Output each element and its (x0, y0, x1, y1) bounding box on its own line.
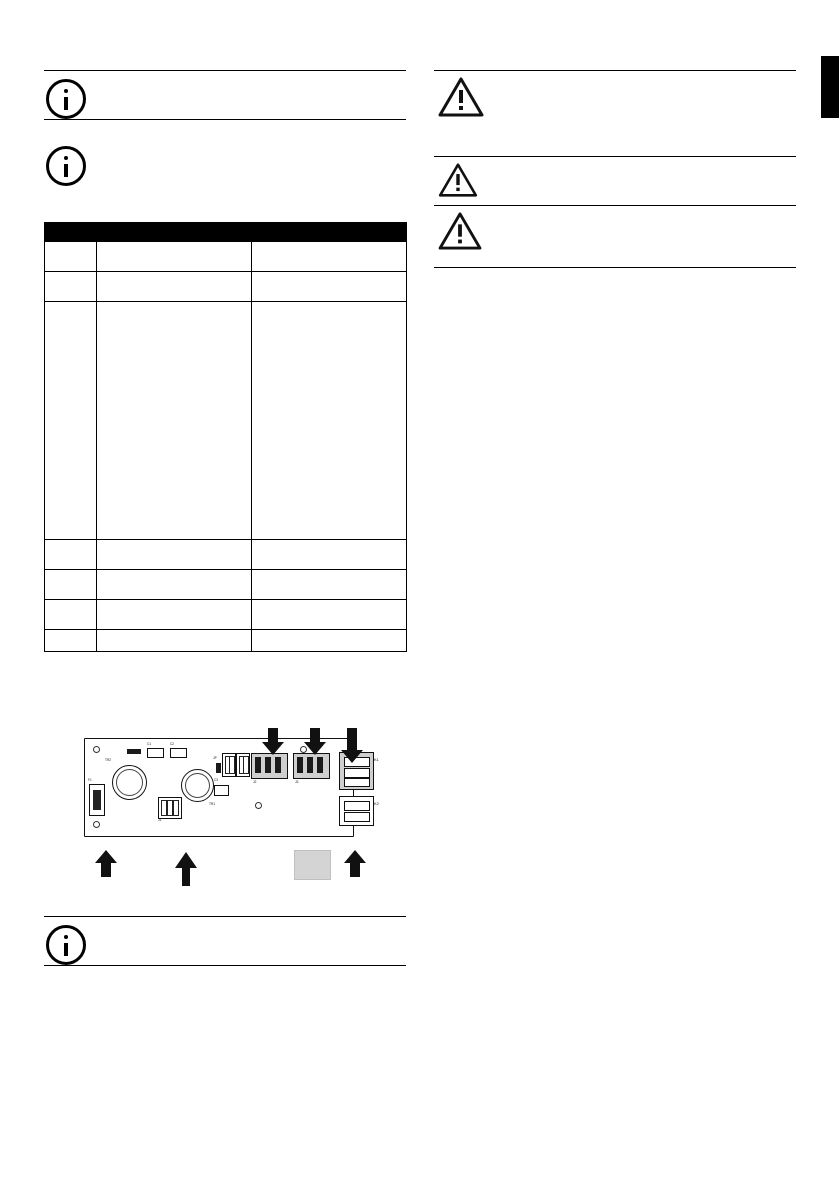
table-cell (252, 570, 407, 600)
warning-block-1 (434, 70, 796, 156)
note-2-text (44, 146, 406, 178)
table-cell (252, 242, 407, 272)
page-edge-tab (821, 56, 839, 118)
pcb-figure (44, 728, 406, 893)
note-3-text (44, 925, 406, 957)
board-label-c2: C2 (170, 742, 175, 746)
board-label-c1: C1 (147, 742, 152, 746)
info-icon (46, 146, 86, 186)
table-cell (252, 630, 407, 652)
left-column (44, 70, 406, 190)
table-cell (45, 540, 97, 570)
table-cell (97, 600, 252, 630)
board-label-k1: K1 (374, 757, 379, 762)
table-cell (252, 302, 407, 540)
table-cell (97, 242, 252, 272)
table-cell (252, 540, 407, 570)
note-1-text (44, 79, 406, 111)
board-label-j1: J1 (158, 818, 162, 822)
table-cell (45, 242, 97, 272)
specification-table (44, 222, 407, 652)
table-row (45, 630, 407, 652)
warning-2-text (434, 165, 796, 197)
board-label-tr1: TR1 (209, 802, 216, 806)
table-header-cell (97, 223, 252, 242)
board-label-j2: J2 (253, 780, 257, 784)
info-icon (46, 925, 86, 965)
warning-3-text (434, 214, 796, 246)
warning-icon (438, 212, 484, 252)
warning-icon (438, 163, 484, 203)
table-row (45, 272, 407, 302)
board-label-c3: C3 (214, 778, 219, 782)
callout-arrows (44, 728, 406, 893)
table-row (45, 600, 407, 630)
note-block-1 (44, 70, 406, 120)
table-row (45, 242, 407, 272)
note-block-3-wrapper (44, 916, 406, 966)
table-row (45, 302, 407, 540)
board-label-tr2: TR2 (105, 758, 112, 762)
table-header-row (45, 223, 407, 242)
table-cell (252, 600, 407, 630)
table-cell (45, 630, 97, 652)
info-icon (46, 79, 86, 119)
note-block-3 (44, 916, 406, 966)
table-cell (97, 570, 252, 600)
note-block-2 (44, 138, 406, 190)
board-label-jp: JP (213, 756, 217, 760)
table-cell (97, 540, 252, 570)
table-row (45, 570, 407, 600)
warning-block-2 (434, 156, 796, 206)
right-column (434, 70, 796, 268)
table-cell (45, 302, 97, 540)
table-cell (97, 272, 252, 302)
table-row (45, 540, 407, 570)
table-header-cell (45, 223, 97, 242)
warning-icon (438, 77, 484, 117)
warning-1-text (434, 79, 796, 111)
table-cell (45, 570, 97, 600)
board-label-k2: K2 (374, 801, 379, 806)
table-cell (45, 600, 97, 630)
board-label-f1: F1 (88, 778, 92, 782)
board-label-j3: J3 (295, 780, 299, 784)
table-cell (97, 630, 252, 652)
warning-block-3 (434, 206, 796, 268)
table-cell (97, 302, 252, 540)
table-header-cell (252, 223, 407, 242)
table-cell (45, 272, 97, 302)
table-cell (252, 272, 407, 302)
